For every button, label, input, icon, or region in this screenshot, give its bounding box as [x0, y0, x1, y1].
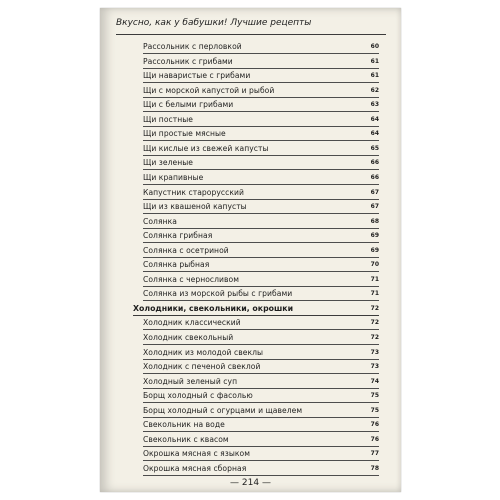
toc-entry-title: Щи из квашеной капусты [143, 202, 247, 212]
toc-entry-page: 75 [370, 406, 379, 414]
toc-entry-page: 71 [370, 275, 379, 283]
toc-entry-page: 71 [370, 290, 379, 298]
toc-entry-page: 66 [370, 173, 379, 181]
toc-entry-title: Солянка рыбная [143, 260, 210, 270]
book-page [100, 8, 401, 492]
toc-entry-page: 73 [370, 348, 379, 356]
toc-entry-page: 74 [370, 377, 379, 385]
toc-entry-page: 73 [370, 363, 379, 371]
running-title: Вкусно, как у бабушки! Лучшие рецепты [116, 18, 312, 28]
toc-entry-title: Солянка с осетриной [143, 245, 229, 255]
toc-entry-page: 69 [370, 232, 379, 240]
toc-entry-page: 72 [370, 319, 379, 327]
toc-entry-title: Щи с морской капустой и рыбой [143, 85, 275, 95]
toc-entry-page: 78 [370, 465, 379, 472]
toc-entry-title: Щи простые мясные [143, 129, 226, 139]
toc-entry-page: 67 [370, 188, 379, 196]
toc-entry-page: 76 [370, 435, 379, 443]
toc-entry-page: 70 [370, 261, 379, 269]
toc-entry-title: Свекольник на воде [143, 420, 225, 430]
toc-entry-title: Свекольник с квасом [143, 434, 229, 444]
toc-entry-page: 60 [370, 43, 379, 50]
toc-entry-page: 69 [370, 246, 379, 254]
toc-entry-title: Борщ холодный с огурцами и щавелем [143, 405, 303, 415]
toc-entry-title: Солянка из морской рыбы с грибами [143, 289, 293, 299]
toc-entry-title: Рассольник с перловкой [143, 42, 242, 51]
toc-entry-title: Щи зеленые [143, 158, 194, 168]
toc-entry-page: 68 [370, 217, 379, 225]
toc-entry-page: 64 [370, 115, 379, 123]
toc-entry-title: Рассольник с грибами [143, 56, 233, 66]
toc-entry-title: Солянка грибная [143, 231, 213, 241]
toc-entry-page: 67 [370, 203, 379, 211]
toc-entry-title: Холодник из молодой свеклы [143, 347, 264, 357]
toc-entry-title: Щи крапивные [143, 172, 204, 182]
toc-entry-page: 61 [370, 72, 379, 80]
toc-entry-title: Окрошка мясная с языком [143, 449, 251, 459]
table-of-contents [100, 8, 401, 492]
toc-entry-page: 77 [370, 450, 379, 458]
toc-entry-title: Солянка [143, 216, 177, 226]
toc-entry-title: Холодник классический [143, 318, 241, 328]
toc-entry-title: Щи постные [143, 114, 193, 124]
toc-section-page: 72 [370, 304, 379, 312]
toc-entry-title: Капустник старорусский [143, 187, 244, 197]
toc-entry-title: Щи с белыми грибами [143, 100, 234, 110]
toc-section-title: Холодники, свекольники, окрошки [133, 303, 294, 313]
toc-entry-title: Щи наваристые с грибами [143, 71, 251, 81]
toc-entry-page: 63 [370, 101, 379, 109]
toc-entry-page: 65 [370, 144, 379, 152]
toc-entry-title: Холодник свекольный [143, 333, 234, 343]
toc-entry-title: Холодник с печеной свеклой [143, 362, 261, 372]
page-number: — 214 — [230, 478, 271, 488]
toc-entry-page: 66 [370, 159, 379, 167]
toc-entry-title: Борщ холодный с фасолью [143, 391, 253, 401]
toc-entry-page: 62 [370, 86, 379, 94]
toc-entry-title: Холодный зеленый суп [143, 376, 238, 386]
toc-entry-title: Щи кислые из свежей капусты [143, 143, 269, 153]
toc-entry [143, 460, 379, 476]
toc-entry-page: 61 [370, 57, 379, 65]
toc-entry-title: Окрошка мясная сборная [143, 464, 247, 473]
toc-entry-page: 64 [370, 130, 379, 138]
toc-entry-title: Солянка с черносливом [143, 274, 240, 284]
toc-entry-page: 75 [370, 392, 379, 400]
toc-entry-page: 76 [370, 421, 379, 429]
toc-entry-page: 72 [370, 334, 379, 342]
